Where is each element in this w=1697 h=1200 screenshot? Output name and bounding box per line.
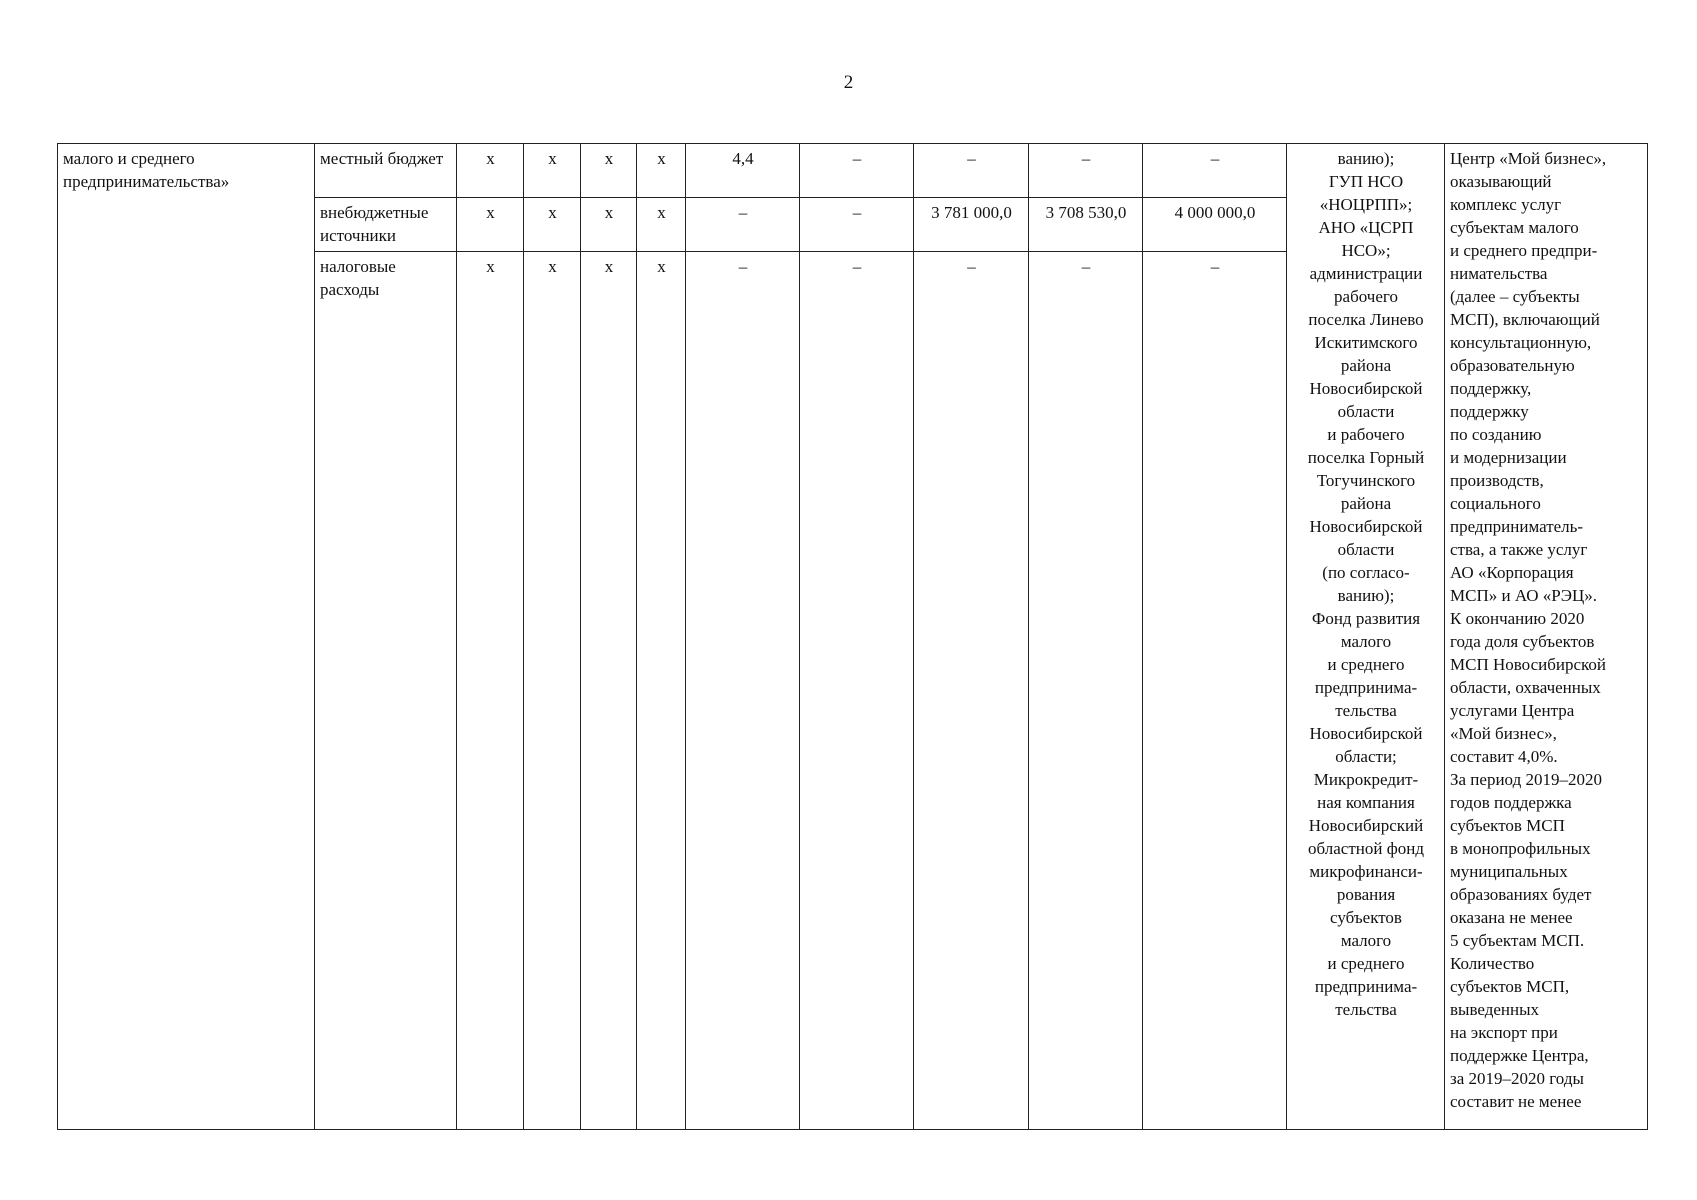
results-line: субъектов МСП xyxy=(1450,816,1565,835)
results-cell xyxy=(1445,144,1648,1130)
value-cell: 3 708 530,0 xyxy=(1029,198,1143,252)
executors-line: (по согласо- xyxy=(1322,563,1410,582)
executors-line: области xyxy=(1337,540,1395,559)
value-cell: – xyxy=(686,198,800,252)
executors-line: ванию); xyxy=(1337,149,1395,168)
funding-source-cell: налоговые расходы xyxy=(315,252,457,1130)
results-line: «Мой бизнес», xyxy=(1450,724,1557,743)
value-cell: – xyxy=(914,252,1029,1130)
executors-line: малого xyxy=(1340,931,1392,950)
results-line: области, охваченных xyxy=(1450,678,1601,697)
value-cell: – xyxy=(800,252,914,1130)
executors-line: администрации xyxy=(1309,264,1423,283)
results-line: предприниматель- xyxy=(1450,517,1584,536)
results-line: составит 4,0%. xyxy=(1450,747,1558,766)
results-line: нимательства xyxy=(1450,264,1548,283)
results-line: по созданию xyxy=(1450,425,1542,444)
executors-line: Новосибирской xyxy=(1309,724,1423,743)
results-line: и среднего предпри- xyxy=(1450,241,1598,260)
executors-line: рабочего xyxy=(1334,287,1398,306)
results-line: за 2019–2020 годы xyxy=(1450,1069,1584,1088)
executors-line: Фонд развития xyxy=(1311,609,1421,628)
executors-line: предпринима- xyxy=(1314,977,1418,996)
results-line: комплекс услуг xyxy=(1450,195,1562,214)
results-line: субъектам малого xyxy=(1450,218,1579,237)
executors-line: Искитимского xyxy=(1314,333,1418,352)
x-mark-cell: х xyxy=(524,144,581,198)
value-cell: – xyxy=(1029,144,1143,198)
results-line: АО «Корпорация xyxy=(1450,563,1574,582)
executors-line: областной фонд xyxy=(1308,839,1424,858)
results-line: года доля субъектов xyxy=(1450,632,1595,651)
value-cell: – xyxy=(1029,252,1143,1130)
executors-line: Новосибирской xyxy=(1309,517,1423,536)
results-line: годов поддержка xyxy=(1450,793,1572,812)
value-cell: – xyxy=(686,252,800,1130)
results-line: поддержку xyxy=(1450,402,1529,421)
x-mark-cell: х xyxy=(457,198,524,252)
results-line: Центр «Мой бизнес», xyxy=(1450,149,1607,168)
funding-source-cell: внебюджетные источники xyxy=(315,198,457,252)
results-line: субъектов МСП, xyxy=(1450,977,1570,996)
x-mark-cell: х xyxy=(581,198,637,252)
executors-line: ная компания xyxy=(1317,793,1415,812)
executors-line: малого xyxy=(1340,632,1392,651)
value-cell: 4 000 000,0 xyxy=(1143,198,1287,252)
executors-line: НСО»; xyxy=(1341,241,1391,260)
executors-line: области; xyxy=(1335,747,1397,766)
results-line: выведенных xyxy=(1450,1000,1540,1019)
x-mark-cell: х xyxy=(457,144,524,198)
x-mark-cell: х xyxy=(581,144,637,198)
executors-line: и рабочего xyxy=(1327,425,1405,444)
value-cell: – xyxy=(800,198,914,252)
executors-line: рования xyxy=(1336,885,1396,904)
executors-line: поселка Горный xyxy=(1307,448,1425,467)
executors-line: ГУП НСО xyxy=(1328,172,1404,191)
executors-line: «НОЦРПП»; xyxy=(1319,195,1413,214)
value-cell: – xyxy=(1143,252,1287,1130)
results-line: Количество xyxy=(1450,954,1535,973)
results-line: образовательную xyxy=(1450,356,1575,375)
x-mark-cell: х xyxy=(637,144,686,198)
executors-line: микрофинанси- xyxy=(1309,862,1423,881)
results-line: и модернизации xyxy=(1450,448,1567,467)
executors-line: Микрокредит- xyxy=(1313,770,1419,789)
results-line: поддержке Центра, xyxy=(1450,1046,1589,1065)
executors-line: субъектов xyxy=(1330,908,1402,927)
executors-line: района xyxy=(1340,356,1392,375)
executors-text xyxy=(1292,147,1440,1021)
results-text xyxy=(1450,147,1643,1113)
results-line: поддержку, xyxy=(1450,379,1532,398)
results-line: оказывающий xyxy=(1450,172,1552,191)
results-line: МСП» и АО «РЭЦ». xyxy=(1450,586,1597,605)
value-cell: 3 781 000,0 xyxy=(914,198,1029,252)
value-cell: – xyxy=(1143,144,1287,198)
executors-line: тельства xyxy=(1335,701,1397,720)
executors-line: предпринима- xyxy=(1314,678,1418,697)
results-line: ства, а также услуг xyxy=(1450,540,1588,559)
value-cell: – xyxy=(914,144,1029,198)
results-line: 5 субъектам МСП. xyxy=(1450,931,1585,950)
program-name-cell: малого и среднего предпринимательства» xyxy=(58,144,315,1130)
results-line: оказана не менее xyxy=(1450,908,1573,927)
results-line: производств, xyxy=(1450,471,1544,490)
results-line: муниципальных xyxy=(1450,862,1568,881)
executors-line: тельства xyxy=(1335,1000,1397,1019)
x-mark-cell: х xyxy=(637,198,686,252)
results-line: К окончанию 2020 xyxy=(1450,609,1585,628)
results-line: (далее – субъекты xyxy=(1450,287,1580,306)
executors-cell xyxy=(1287,144,1445,1130)
x-mark-cell: х xyxy=(637,252,686,1130)
x-mark-cell: х xyxy=(457,252,524,1130)
results-line: За период 2019–2020 xyxy=(1450,770,1602,789)
results-line: составит не менее xyxy=(1450,1092,1582,1111)
results-line: МСП Новосибирской xyxy=(1450,655,1607,674)
results-line: в монопрофильных xyxy=(1450,839,1591,858)
program-table xyxy=(57,143,1648,1130)
executors-line: АНО «ЦСРП xyxy=(1318,218,1414,237)
x-mark-cell: х xyxy=(524,198,581,252)
executors-line: области xyxy=(1337,402,1395,421)
results-line: МСП), включающий xyxy=(1450,310,1600,329)
page-number: 2 xyxy=(843,72,854,93)
executors-line: Новосибирской xyxy=(1309,379,1423,398)
funding-source-cell: местный бюджет xyxy=(315,144,457,198)
executors-line: района xyxy=(1340,494,1392,513)
results-line: услугами Центра xyxy=(1450,701,1575,720)
results-line: образованиях будет xyxy=(1450,885,1592,904)
executors-line: ванию); xyxy=(1337,586,1395,605)
executors-line: поселка Линево xyxy=(1308,310,1424,329)
results-line: на экспорт при xyxy=(1450,1023,1558,1042)
table-row xyxy=(58,144,1648,198)
x-mark-cell: х xyxy=(581,252,637,1130)
executors-line: Тогучинского xyxy=(1316,471,1416,490)
x-mark-cell: х xyxy=(524,252,581,1130)
executors-line: Новосибирский xyxy=(1308,816,1424,835)
executors-line: и среднего xyxy=(1327,954,1405,973)
value-cell: 4,4 xyxy=(686,144,800,198)
results-line: консультационную, xyxy=(1450,333,1592,352)
results-line: социального xyxy=(1450,494,1541,513)
executors-line: и среднего xyxy=(1327,655,1405,674)
value-cell: – xyxy=(800,144,914,198)
